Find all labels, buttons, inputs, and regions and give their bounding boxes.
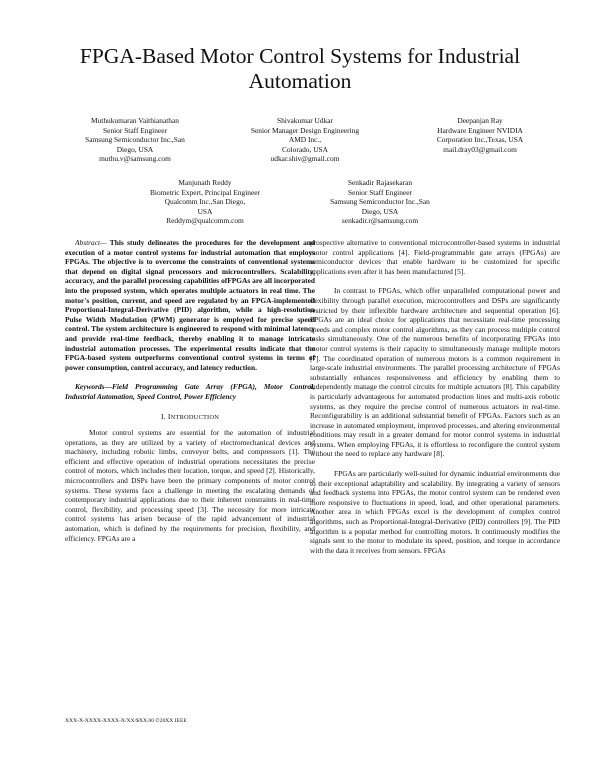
- author-name: Shivakumar Udkar: [276, 116, 334, 125]
- author-name: Muthukumaran Vaithianathan: [91, 116, 179, 125]
- author-2: [235, 116, 375, 164]
- author-role: Senior Staff Engineer: [348, 187, 412, 197]
- author-4: [130, 178, 280, 226]
- intro-paragraph: Motor control systems are essential for the automation of industrial operations, as they are utilized by a variety of electromechanical devices and machinery, including robotic limbs, conveyor belts, and compressors [1]. The efficient and effective operation of industrial operations necessitates the precise control of motors, which includes their location, torque, and speed [2]. Historically, microcontrollers and DSPs have been the primary components of motor control systems. These systems face a challenge in meeting the escalating demands of contemporary industrial applications due to their inherent constraints in real-time control, flexibility, and processing speed [3]. The necessity for more intricate control systems has arisen because of the rapid advancement of industrial automation, which is defined by the requirements for precision, flexibility, and efficiency. FPGAs are a: [65, 428, 315, 543]
- author-email: udkar.shiv@gmail.com: [270, 154, 340, 164]
- author-name: Senkadir Rajasekaran: [347, 178, 413, 187]
- author-role: Biometric Expert, Principal Engineer: [149, 187, 260, 197]
- author-affiliation: Corporation Inc.,Texas, USA: [436, 135, 524, 145]
- abstract-text: This study delineates the procedures for the development and execution of a motor control systems for industrial automation that employs FPGAs. The objective is to overcome the constraints of conventional systems that depend on digital signal processors and microcontrollers. Scalability, accuracy, and the parallel processing capabilities ofFPGAs are all incorporated into the proposed system, which operates multiple actuators in real time. The motor's position, current, and speed are regulated by an FPGA-implemented Proportional-Integral-Derivative (PID) algorithm, while a high-resolution Pulse Width Modulation (PWM) generator is employed for precise speed control. The system architecture is engineered to respond with minimal latency and provide real-time feedback, thereby enabling it to manage intricate industrial automation processes. The experimental results indicate that the FPGA-based system outperforms conventional control systems in terms of power consumption, control accuracy, and latency reduction.: [65, 238, 315, 372]
- section-initial: I: [167, 411, 171, 421]
- author-email: mail.dray03@gmail.com: [443, 144, 517, 154]
- author-email: Reddym@qualcomm.com: [166, 216, 244, 226]
- keywords: Keywords—Field Programming Gate Array (FPGA), Motor Control, Industrial Automation, Speed Control, Power Efficiency: [65, 382, 315, 401]
- paper-title: FPGA-Based Motor Control Systems for Industrial Automation: [79, 44, 521, 93]
- author-name: Deepanjan Ray: [457, 116, 503, 125]
- author-location: Colorado, USA: [282, 144, 328, 154]
- author-affiliation: Qualcomm Inc.,San Diego,: [164, 197, 246, 207]
- right-column: [310, 238, 560, 555]
- left-column: [65, 238, 315, 543]
- author-role: Senior Staff Engineer: [103, 125, 167, 135]
- section-number: I.: [160, 411, 166, 421]
- author-5: [305, 178, 455, 226]
- abstract: [65, 238, 315, 372]
- paragraph: FPGAs are particularly well-suited for dynamic industrial environments due to their exceptional adaptability and scalability. By integrating a variety of sensors and feedback systems into FPGAs, the motor control system can be rendered even more responsive to fluctuations in speed, load, and other operational parameters. Another area in which FPGAs excel is the development of complex control algorithms, such as Proportional-Integral-Derivative (PID) controllers [9]. The PID algorithm is a popular method for controlling motors. It continuously modifies the signals sent to the motor to modulate its speed, position, and torque in accordance with the data it receives from sensors. FPGAs: [310, 469, 560, 555]
- author-location: Diego, USA: [116, 144, 154, 154]
- author-location: USA: [197, 206, 213, 216]
- author-email: senkadir.r@samsung.com: [341, 216, 419, 226]
- paragraph-continued: prospective alternative to conventional microcontroller-based systems in industrial motor control applications [4]. Field-programmable gate arrays (FPGAs) are semiconductor devices that enable hardware to be customized for specific applications even after it has been manufactured [5].: [310, 238, 560, 276]
- author-name: Manjunath Reddy: [178, 178, 232, 187]
- copyright-footer: XXX-X-XXXX-XXXX-X/XX/$XX.00 ©20XX IEEE: [65, 718, 187, 724]
- paragraph: In contrast to FPGAs, which offer unparalleled computational power and flexibility through parallel execution, microcontrollers and DSPs are significantly restricted by their inflexible hardware architecture and sequential operation [6]. FPGAs are an ideal choice for applications that necessitate real-time processing speeds and complex motor control algorithms, as they can process multiple control tasks simultaneously. One of the numerous benefits of incorporating FPGAs into motor control systems is their capacity to simultaneously manage multiple motors [7]. The coordinated operation of numerous motors is a common requirement in large-scale industrial environments. The parallel processing architecture of FPGAs substantially enhances responsiveness and efficiency by enabling them to independently manage the control circuits for multiple actuators [8]. This capability is particularly advantageous for automated production lines and multi-axis robotic systems, as they require the precise control of numerous actuators in real-time. Reconfigurability is an additional substantial benefit of FPGAs. Factors such as an increase in automated employment, improved processes, and altering environmental conditions may result in a greater demand for motor control systems in industrial systems. When employing FPGAs, it is effortless to reconfigure the control system without the need to replace any hardware [8].: [310, 286, 560, 459]
- abstract-label: Abstract—: [75, 238, 107, 247]
- author-affiliation: AMD Inc.,: [288, 135, 322, 145]
- author-role: Senior Manager Design Engineering: [250, 125, 360, 135]
- author-role: Hardware Engineer NVIDIA: [437, 125, 523, 135]
- section-title: NTRODUCTION: [170, 413, 220, 421]
- author-location: Diego, USA: [361, 206, 399, 216]
- author-1: [65, 116, 205, 164]
- author-affiliation: Samsung Semiconductor Inc.,San: [85, 135, 185, 145]
- author-affiliation: Samsung Semiconductor Inc.,San: [330, 197, 430, 207]
- author-3: [405, 116, 555, 154]
- author-email: muthu.v@samsung.com: [99, 154, 171, 164]
- section-heading: [65, 412, 315, 423]
